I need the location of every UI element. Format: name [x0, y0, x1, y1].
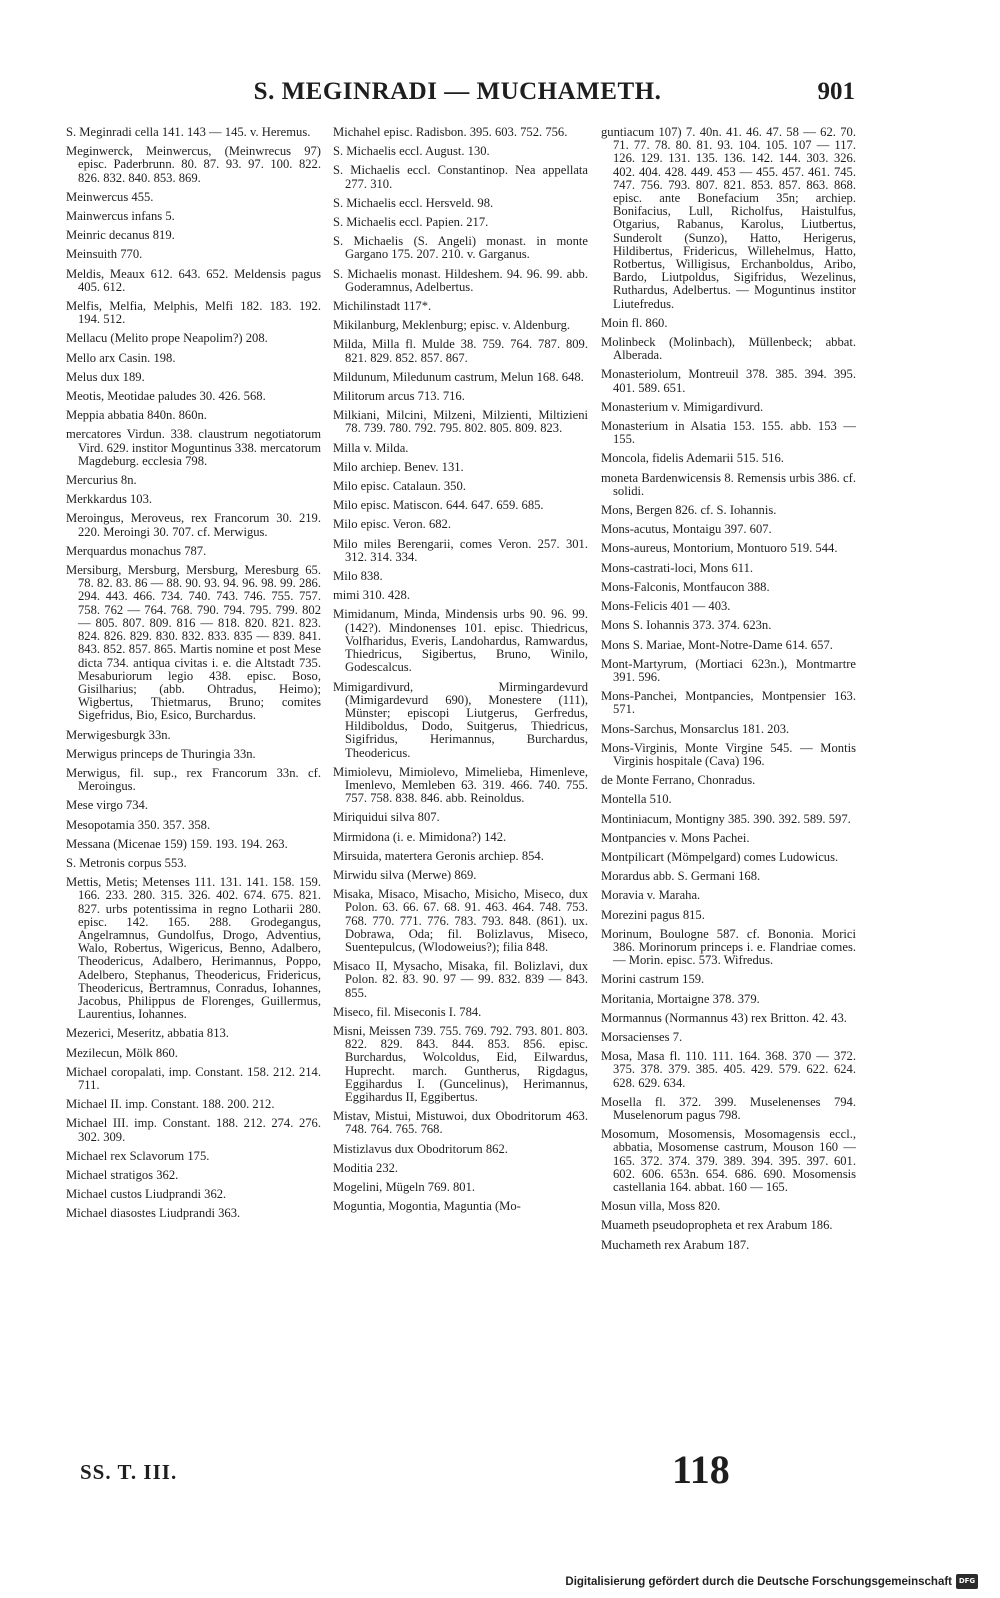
index-entry: Mimiolevu, Mimiolevo, Mimelieba, Himenleve, Imenlevo, Memleben 63. 319. 466. 740. 755. 757. 758. 838. 846. abb. Reinoldus.: [333, 764, 588, 806]
index-entry: Molinbeck (Molinbach), Müllenbeck; abbat. Alberada.: [601, 335, 856, 363]
index-entry: Mosun villa, Moss 820.: [601, 1199, 721, 1214]
index-entry: Mirmidona (i. e. Mimidona?) 142.: [333, 829, 507, 844]
index-entry: Mese virgo 734.: [66, 798, 148, 813]
index-entry: Misni, Meissen 739. 755. 769. 792. 793. 801. 803. 822. 829. 843. 844. 853. 856. episc. Burchardus, Wolcoldus, Eid, Eilwardus, Huprecht. march. Guntherus, Rigdagus, Eggihardus I. (Guncelinus), Herimannus, Eggihardus II, Eggibertus.: [333, 1023, 588, 1104]
index-entry: Mercurius 8n.: [66, 473, 137, 488]
index-entry: Morardus abb. S. Germani 168.: [601, 869, 761, 884]
index-entry: Moritania, Mortaigne 378. 379.: [601, 991, 760, 1006]
index-entry: Milo miles Berengarii, comes Veron. 257. 301. 312. 314. 334.: [333, 536, 588, 564]
sheet-number: 118: [672, 1447, 730, 1492]
index-entry: Meroingus, Meroveus, rex Francorum 30. 219. 220. Meroingi 30. 707. cf. Merwigus.: [66, 511, 321, 539]
index-entry: Mettis, Metis; Metenses 111. 131. 141. 158. 159. 166. 233. 280. 315. 326. 402. 674. 675. 821. 827. urbs potentissima in regno Lotharii 280. episc. 142. 165. 288. Grodegangus, Angelramnus, Gundolfus, Drogo, Adventius, Walo, Robertus, Wigericus, Benno, Adalbero, Theodericus, Adalbero, Herimannus, Poppo, Adelbero, Stephanus, Theodericus, Fridericus, Theodericus, Bertramnus, Conradus, Iohannes, Jacobus, Philippus de Florenges, Guillermus, Laurentius, Iohannes.: [66, 875, 321, 1022]
index-entry: Michael stratigos 362.: [66, 1168, 179, 1182]
index-entry: Mons-Felicis 401 — 403.: [601, 599, 731, 614]
index-entry: Moguntia, Mogontia, Maguntia (Mo-: [333, 1199, 521, 1214]
index-entry: Mons-castrati-loci, Mons 611.: [601, 560, 754, 575]
index-entry: Michahel episc. Radisbon. 395. 603. 752. 756.: [333, 125, 568, 139]
index-entry: Merquardus monachus 787.: [66, 543, 207, 558]
index-entry: S. Michaelis eccl. Constantinop. Nea appellata 277. 310.: [333, 163, 588, 191]
index-entry: S. Michaelis eccl. Hersveld. 98.: [333, 195, 494, 210]
index-entry: Milla v. Milda.: [333, 440, 409, 455]
index-entry: Mistav, Mistui, Mistuwoi, dux Obodritorum 463. 748. 764. 765. 768.: [333, 1109, 588, 1137]
index-entry: Militorum arcus 713. 716.: [333, 389, 465, 404]
index-entry: Mildunum, Miledunum castrum, Melun 168. 648.: [333, 369, 584, 384]
index-entry: moneta Bardenwicensis 8. Remensis urbis 386. cf. solidi.: [601, 470, 856, 498]
index-entry: Mesopotamia 350. 357. 358.: [66, 817, 211, 832]
index-entry: Mosella fl. 372. 399. Muselenenses 794. Muselenorum pagus 798.: [601, 1094, 856, 1122]
index-entry: Misaco II, Mysacho, Misaka, fil. Bolizlavi, dux Polon. 82. 83. 90. 97 — 99. 832. 839 — 843. 855.: [333, 959, 588, 1000]
index-entry: Mons, Bergen 826. cf. S. Iohannis.: [601, 503, 777, 518]
index-entry: S. Meginradi cella 141. 143 — 145. v. Heremus.: [66, 125, 311, 139]
dfg-logo-icon: DFG: [956, 1574, 978, 1589]
index-entry: Michael diasostes Liudprandi 363.: [66, 1206, 241, 1221]
index-entry: Meginwerck, Meinwercus, (Meinwrecus 97) episc. Paderbrunn. 80. 87. 93. 97. 100. 822. 826. 832. 840. 853. 869.: [66, 144, 321, 185]
index-entry: Mormannus (Normannus 43) rex Britton. 42. 43.: [601, 1010, 847, 1025]
index-entry: Michilinstadt 117*.: [333, 299, 432, 314]
index-entry: Morsacienses 7.: [601, 1029, 683, 1044]
index-entry: Mosa, Masa fl. 110. 111. 164. 368. 370 — 372. 375. 378. 379. 385. 405. 429. 579. 622. 624. 628. 629. 634.: [601, 1049, 856, 1090]
running-title: S. MEGINRADI — MUCHAMETH.: [253, 78, 662, 105]
index-entry: S. Michaelis eccl. August. 130.: [333, 144, 490, 159]
index-entry: Monasteriolum, Montreuil 378. 385. 394. 395. 401. 589. 651.: [601, 367, 856, 395]
index-entry: Morezini pagus 815.: [601, 907, 705, 922]
index-entry: Mirsuida, matertera Geronis archiep. 854.: [333, 848, 544, 863]
index-entry: Monasterium in Alsatia 153. 155. abb. 153 — 155.: [601, 419, 856, 447]
index-entry: Montpancies v. Mons Pachei.: [601, 830, 750, 845]
index-entry: Morini castrum 159.: [601, 972, 705, 987]
index-entry: Mirwidu silva (Merwe) 869.: [333, 867, 477, 882]
index-entry: Moditia 232.: [333, 1160, 399, 1175]
index-entry: Misaka, Misaco, Misacho, Misicho, Miseco, dux Polon. 63. 66. 67. 68. 91. 463. 464. 748. 753. 768. 770. 771. 776. 783. 793. 848. (861). ux. Dobrawa, Oda; fil. Bolizlavus, Miseco, Suentepulcus, (Wlodoweius?); filia 848.: [333, 887, 588, 954]
index-column-2: [333, 126, 588, 1219]
index-entry: Mainwercus infans 5.: [66, 209, 175, 224]
index-entry: Meinric decanus 819.: [66, 228, 175, 243]
index-entry: Merwigesburgk 33n.: [66, 727, 171, 742]
index-entry: Mons-acutus, Montaigu 397. 607.: [601, 522, 772, 537]
index-entry: Meinsuith 770.: [66, 247, 143, 262]
index-entry: Mons S. Mariae, Mont-Notre-Dame 614. 657.: [601, 637, 833, 652]
index-entry: Mons S. Iohannis 373. 374. 623n.: [601, 618, 772, 633]
index-entry: Mellacu (Melito prope Neapolim?) 208.: [66, 331, 268, 346]
index-entry: Moravia v. Maraha.: [601, 888, 701, 903]
index-entry: Melus dux 189.: [66, 369, 145, 384]
index-entry: Milkiani, Milcini, Milzeni, Milzienti, Miltizieni 78. 739. 780. 792. 795. 802. 805. 809. 823.: [333, 408, 588, 436]
index-entry: Mons-Falconis, Montfaucon 388.: [601, 579, 770, 594]
index-entry: Merkkardus 103.: [66, 492, 153, 507]
index-entry: Milo archiep. Benev. 131.: [333, 459, 464, 474]
index-entry: Michael II. imp. Constant. 188. 200. 212.: [66, 1097, 275, 1112]
index-entry: mimi 310. 428.: [333, 588, 410, 603]
index-entry: Montella 510.: [601, 792, 672, 807]
index-entry: Meotis, Meotidae paludes 30. 426. 568.: [66, 389, 266, 404]
index-entry: Milo episc. Veron. 682.: [333, 517, 451, 532]
volume-signature: SS. T. III.: [80, 1460, 178, 1484]
index-entry: Mons-Sarchus, Monsarclus 181. 203.: [601, 721, 790, 736]
index-entry: Merwigus princeps de Thuringia 33n.: [66, 746, 256, 761]
index-entry: S. Michaelis monast. Hildeshem. 94. 96. 99. abb. Goderamnus, Adelbertus.: [333, 266, 588, 294]
page-number: 901: [817, 78, 855, 105]
index-entry: mercatores Virdun. 338. claustrum negotiatorum Vird. 629. institor Moguntinus 338. mercatorum Magdeburg. ecclesia 798.: [66, 427, 321, 468]
index-entry: Miriquidui silva 807.: [333, 810, 440, 825]
index-entry: de Monte Ferrano, Chonradus.: [601, 773, 756, 788]
index-entry: Moncola, fidelis Ademarii 515. 516.: [601, 451, 784, 466]
index-entry: Mons-Panchei, Montpancies, Montpensier 163. 571.: [601, 689, 856, 717]
index-entry: Meppia abbatia 840n. 860n.: [66, 408, 207, 423]
index-entry: S. Michaelis (S. Angeli) monast. in monte Gargano 175. 207. 210. v. Garganus.: [333, 234, 588, 262]
index-entry: S. Metronis corpus 553.: [66, 855, 187, 870]
index-entry: Mistizlavus dux Obodritorum 862.: [333, 1141, 508, 1156]
index-entry: Milda, Milla fl. Mulde 38. 759. 764. 787. 809. 821. 829. 852. 857. 867.: [333, 337, 588, 365]
index-entry: Moin fl. 860.: [601, 315, 668, 330]
index-entry: Mons-aureus, Montorium, Montuoro 519. 544.: [601, 541, 838, 556]
index-entry: Mons-Virginis, Monte Virgine 545. — Montis Virginis hospitale (Cava) 196.: [601, 740, 856, 768]
index-entry: Miseco, fil. Miseconis I. 784.: [333, 1004, 482, 1019]
index-entry: Melfis, Melfia, Melphis, Melfi 182. 183. 192. 194. 512.: [66, 299, 321, 327]
index-entry: Michael III. imp. Constant. 188. 212. 274. 276. 302. 309.: [66, 1116, 321, 1144]
index-entry: Messana (Micenae 159) 159. 193. 194. 263.: [66, 836, 288, 851]
index-entry: S. Michaelis eccl. Papien. 217.: [333, 215, 489, 230]
index-entry: Mont-Martyrum, (Mortiaci 623n.), Montmartre 391. 596.: [601, 656, 856, 684]
index-entry: Mello arx Casin. 198.: [66, 350, 176, 365]
index-entry: Mezerici, Meseritz, abbatia 813.: [66, 1026, 229, 1041]
index-entry: Muchameth rex Arabum 187.: [601, 1237, 750, 1252]
index-entry: Monasterium v. Mimigardivurd.: [601, 399, 764, 414]
page-footer: [60, 1447, 855, 1500]
index-entry: Mimidanum, Minda, Mindensis urbs 90. 96. 99. (142?). Mindonenses 101. episc. Thiedricus, Volfharidus, Everis, Landohardus, Ramwardus, Thiedricus, Sigibertus, Bruno, Winilo, Godescalcus.: [333, 607, 588, 675]
index-entry: Meldis, Meaux 612. 643. 652. Meldensis pagus 405. 612.: [66, 266, 321, 294]
page-header: [60, 78, 855, 110]
index-entry: Merwigus, fil. sup., rex Francorum 33n. cf. Meroingus.: [66, 765, 321, 794]
index-entry: Michael coropalati, imp. Constant. 158. 212. 214. 711.: [66, 1064, 321, 1092]
index-entry: Mimigardivurd, Mirmingardevurd (Mimigardevurd 690), Monestere (111), Münster; episcopi Liutgerus, Gerfredus, Hildiboldus, Dodo, Suitgerus, Thiedricus, Sigifridus, Herimannus, Burchardus, Theodericus.: [333, 679, 588, 760]
index-entry: Morinum, Boulogne 587. cf. Bononia. Morici 386. Morinorum princeps i. e. Flandriae comes. — Morin. episc. 573. Wifredus.: [601, 926, 856, 968]
index-entry: Mersiburg, Mersburg, Mersburg, Meresburg 65. 78. 82. 83. 86 — 88. 90. 93. 94. 96. 98. 99. 286. 294. 443. 466. 734. 740. 743. 746. 755. 757. 758. 762 — 764. 768. 790. 794. 795. 799. 802 — 805. 807. 809. 816 — 818. 820. 821. 823. 824. 826. 829. 830. 832. 833. 835 — 839. 841. 843. 852. 857. 865. Martis nomine et post Mese dicta 734. antiqua civitas i. e. die Altstadt 735. Mesaburiorum legio 438. episc. Boso, Gisilharius; (abb. Ohtradus, Heimo); Wigbertus, Thietmarus, Bruno; comites Sigefridus, Bio, Esico, Burchardus.: [66, 563, 321, 723]
index-entry: Mosomum, Mosomensis, Mosomagensis eccl., abbatia, Mosomense castrum, Mouson 160 — 165. 372. 374. 379. 389. 394. 395. 397. 601. 602. 606. 653n. 654. 686. 690. Mosomensis castellania 164. abbat. 160 — 165.: [601, 1127, 856, 1194]
digitization-credit: Digitalisierung gefördert durch die Deutsche Forschungsgemeinschaft: [565, 1576, 952, 1588]
index-entry: Michael custos Liudprandi 362.: [66, 1187, 227, 1202]
index-entry: guntiacum 107) 7. 40n. 41. 46. 47. 58 — 62. 70. 71. 77. 78. 80. 81. 93. 104. 105. 107 — 117. 126. 129. 131. 135. 136. 142. 144. 303. 326. 402. 404. 428. 449. 453 — 455. 457. 461. 745. 747. 756. 793. 807. 821. 853. 857. 863. 868. episc. ante Bonefacium 35n; archiep. Bonifacius, Lull, Richolfus, Haistulfus, Otgarius, Rabanus, Karolus, Liutbertus, Sunderolt (Sunzo), Hatto, Herigerus, Hildibertus, Fridericus, Willehelmus, Hatto, Rotbertus, Willigisus, Erchanboldus, Aribo, Bardo, Liutpoldus, Sigifridus, Wezelinus, Ruthardus, Adelbertus. — Moguntinus institor Liutefredus.: [601, 125, 856, 311]
index-entry: Milo episc. Matiscon. 644. 647. 659. 685.: [333, 498, 544, 513]
index-entry: Montiniacum, Montigny 385. 390. 392. 589. 597.: [601, 811, 851, 826]
index-column-3: [601, 126, 856, 1258]
index-entry: Milo 838.: [333, 569, 383, 584]
index-entry: Mikilanburg, Meklenburg; episc. v. Aldenburg.: [333, 318, 571, 333]
index-entry: Montpilicart (Mömpelgard) comes Ludowicus.: [601, 849, 839, 864]
index-entry: Milo episc. Catalaun. 350.: [333, 479, 466, 494]
index-entry: Mezilecun, Mölk 860.: [66, 1045, 178, 1060]
index-entry: Muameth pseudopropheta et rex Arabum 186.: [601, 1218, 833, 1233]
index-entry: Mogelini, Mügeln 769. 801.: [333, 1180, 476, 1194]
index-entry: Michael rex Sclavorum 175.: [66, 1148, 210, 1163]
index-column-1: [66, 126, 321, 1227]
index-entry: Meinwercus 455.: [66, 189, 154, 204]
